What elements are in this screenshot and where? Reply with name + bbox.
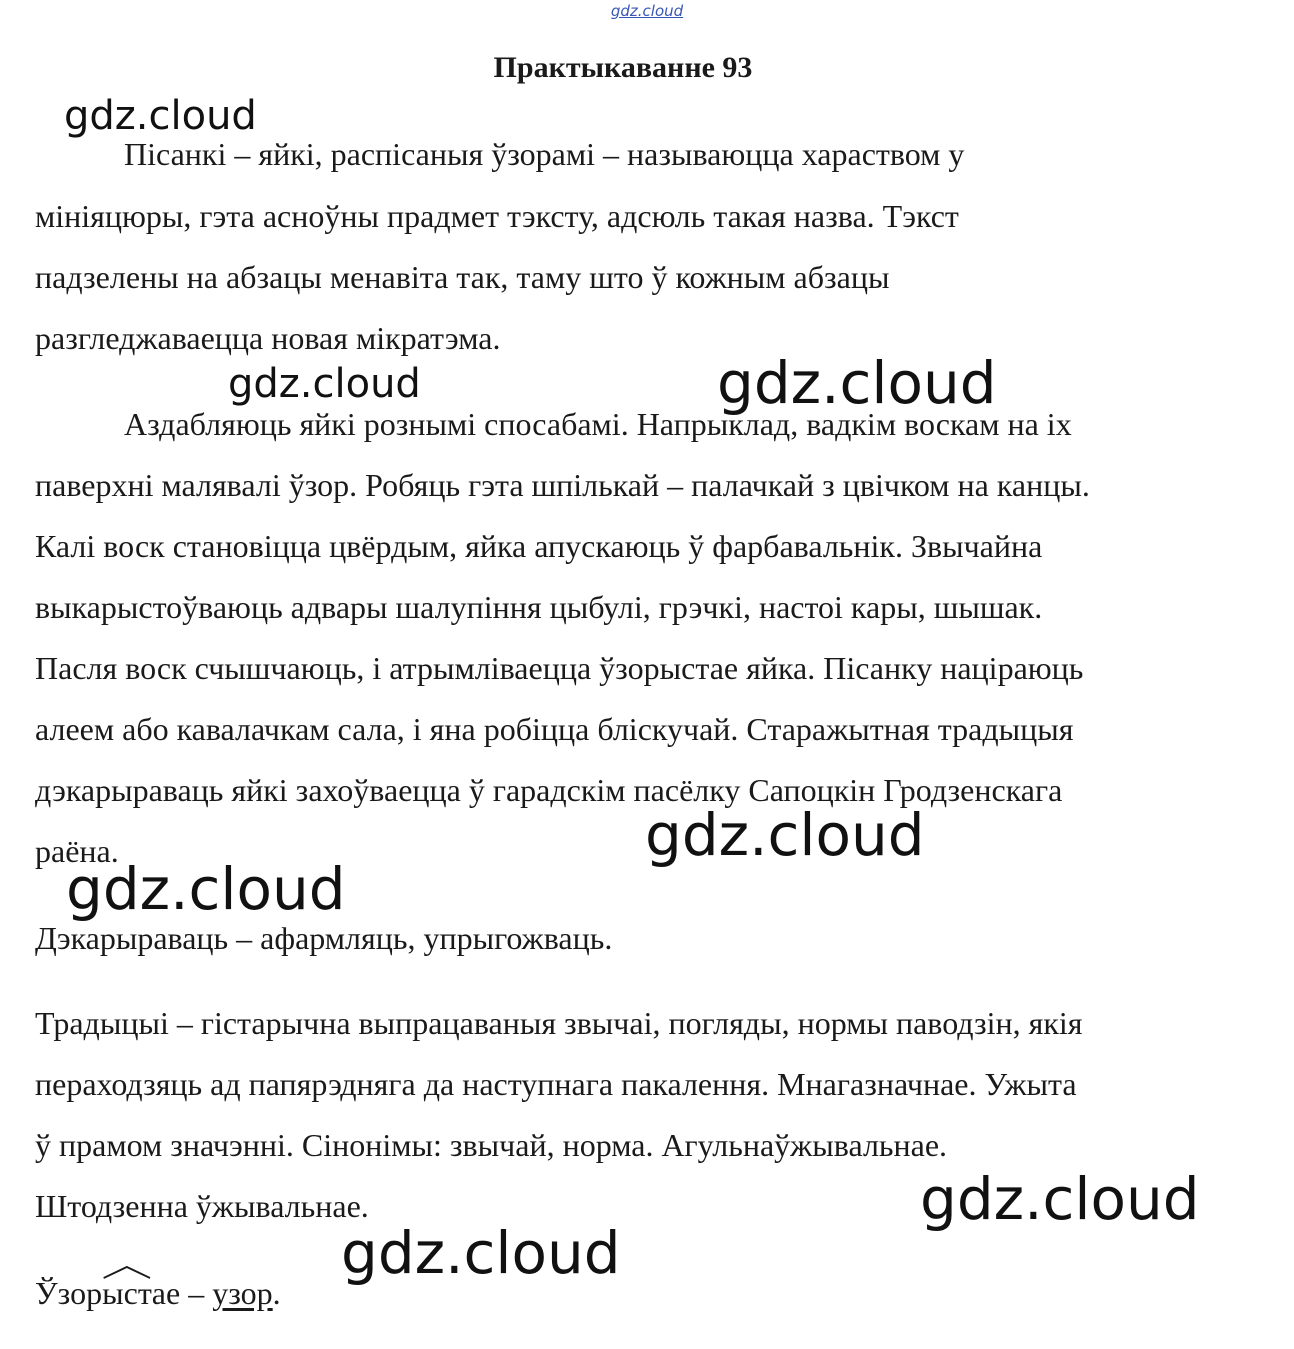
paragraph-line: падзелены на абзацы менавіта так, таму што ў кожным абзацы: [35, 259, 890, 295]
watermark: gdz.cloud: [920, 1165, 1200, 1233]
period: .: [272, 1275, 281, 1311]
paragraph-line: Калі воск становіцца цвёрдым, яйка апускаюць ў фарбавальнік. Звычайна: [35, 528, 1043, 564]
suffix-arc-icon: [102, 1265, 152, 1279]
root-word: узор: [212, 1275, 273, 1311]
paragraph-line: алеем або кавалачкам сала, і яна робіцца бліскучай. Старажытная традыцыя: [35, 711, 1074, 747]
watermark: gdz.cloud: [228, 361, 421, 407]
paragraph-line: ў прамом значэнні. Сінонімы: звычай, норма. Агульнаўжывальнае.: [35, 1127, 948, 1163]
watermark: gdz.cloud: [64, 93, 257, 139]
paragraph-line: Аздабляюць яйкі рознымі спосабамі. Напрыклад, вадкім воскам на іх: [124, 406, 1072, 442]
word-stem: Ўзор: [35, 1275, 103, 1311]
dash: –: [180, 1275, 213, 1311]
paragraph-line: раёна.: [35, 833, 119, 869]
paragraph-line: пераходзяць ад папярэдняга да наступнага пакалення. Мнагазначнае. Ужыта: [35, 1066, 1077, 1102]
paragraph-line: Пісанкі – яйкі, распісаныя ўзорамі – называюцца харaством у: [124, 136, 965, 172]
paragraph-line: дэкарыраваць яйкі захоўваецца ў гарадскім пасёлку Сапоцкін Гродзенскага: [35, 772, 1063, 808]
paragraph-line: паверхні малявалі ўзор. Робяць гэта шпількай – палачкай з цвічком на канцы.: [35, 467, 1090, 503]
watermark: gdz.cloud: [645, 801, 925, 869]
word-ending: ае: [151, 1275, 181, 1311]
suffix-text: ыст: [102, 1275, 152, 1311]
watermark: gdz.cloud: [717, 349, 997, 417]
paragraph-line: разгледжаваецца новая мікратэма.: [35, 320, 501, 356]
paragraph-line: Традыцыі – гістарычна выпрацаваныя звычаі, погляды, нормы паводзін, якія: [35, 1005, 1083, 1041]
paragraph-line: Штодзенна ўжывальнае.: [35, 1188, 369, 1224]
watermark: gdz.cloud: [341, 1219, 621, 1287]
page-title: Практыкаванне 93: [493, 51, 753, 84]
watermark: gdz.cloud: [66, 855, 346, 923]
definition-line: Дэкарыраваць – афармляць, упрыгожваць.: [35, 920, 613, 956]
top-watermark-link[interactable]: gdz.cloud: [610, 2, 684, 20]
morpheme-analysis: [35, 1273, 281, 1313]
suffix-mark: [102, 1273, 152, 1313]
paragraph-line: выкарыстоўваюць адвары шалупіння цыбулі, грэчкі, настоі кары, шышак.: [35, 589, 1043, 625]
paragraph-line: мініяцюры, гэта асноўны прадмет тэксту, адсюль такая назва. Тэкст: [35, 198, 959, 234]
paragraph-line: Пасля воск счышчаюць, і атрымліваецца ўзорыстае яйка. Пісанку націраюць: [35, 650, 1084, 686]
